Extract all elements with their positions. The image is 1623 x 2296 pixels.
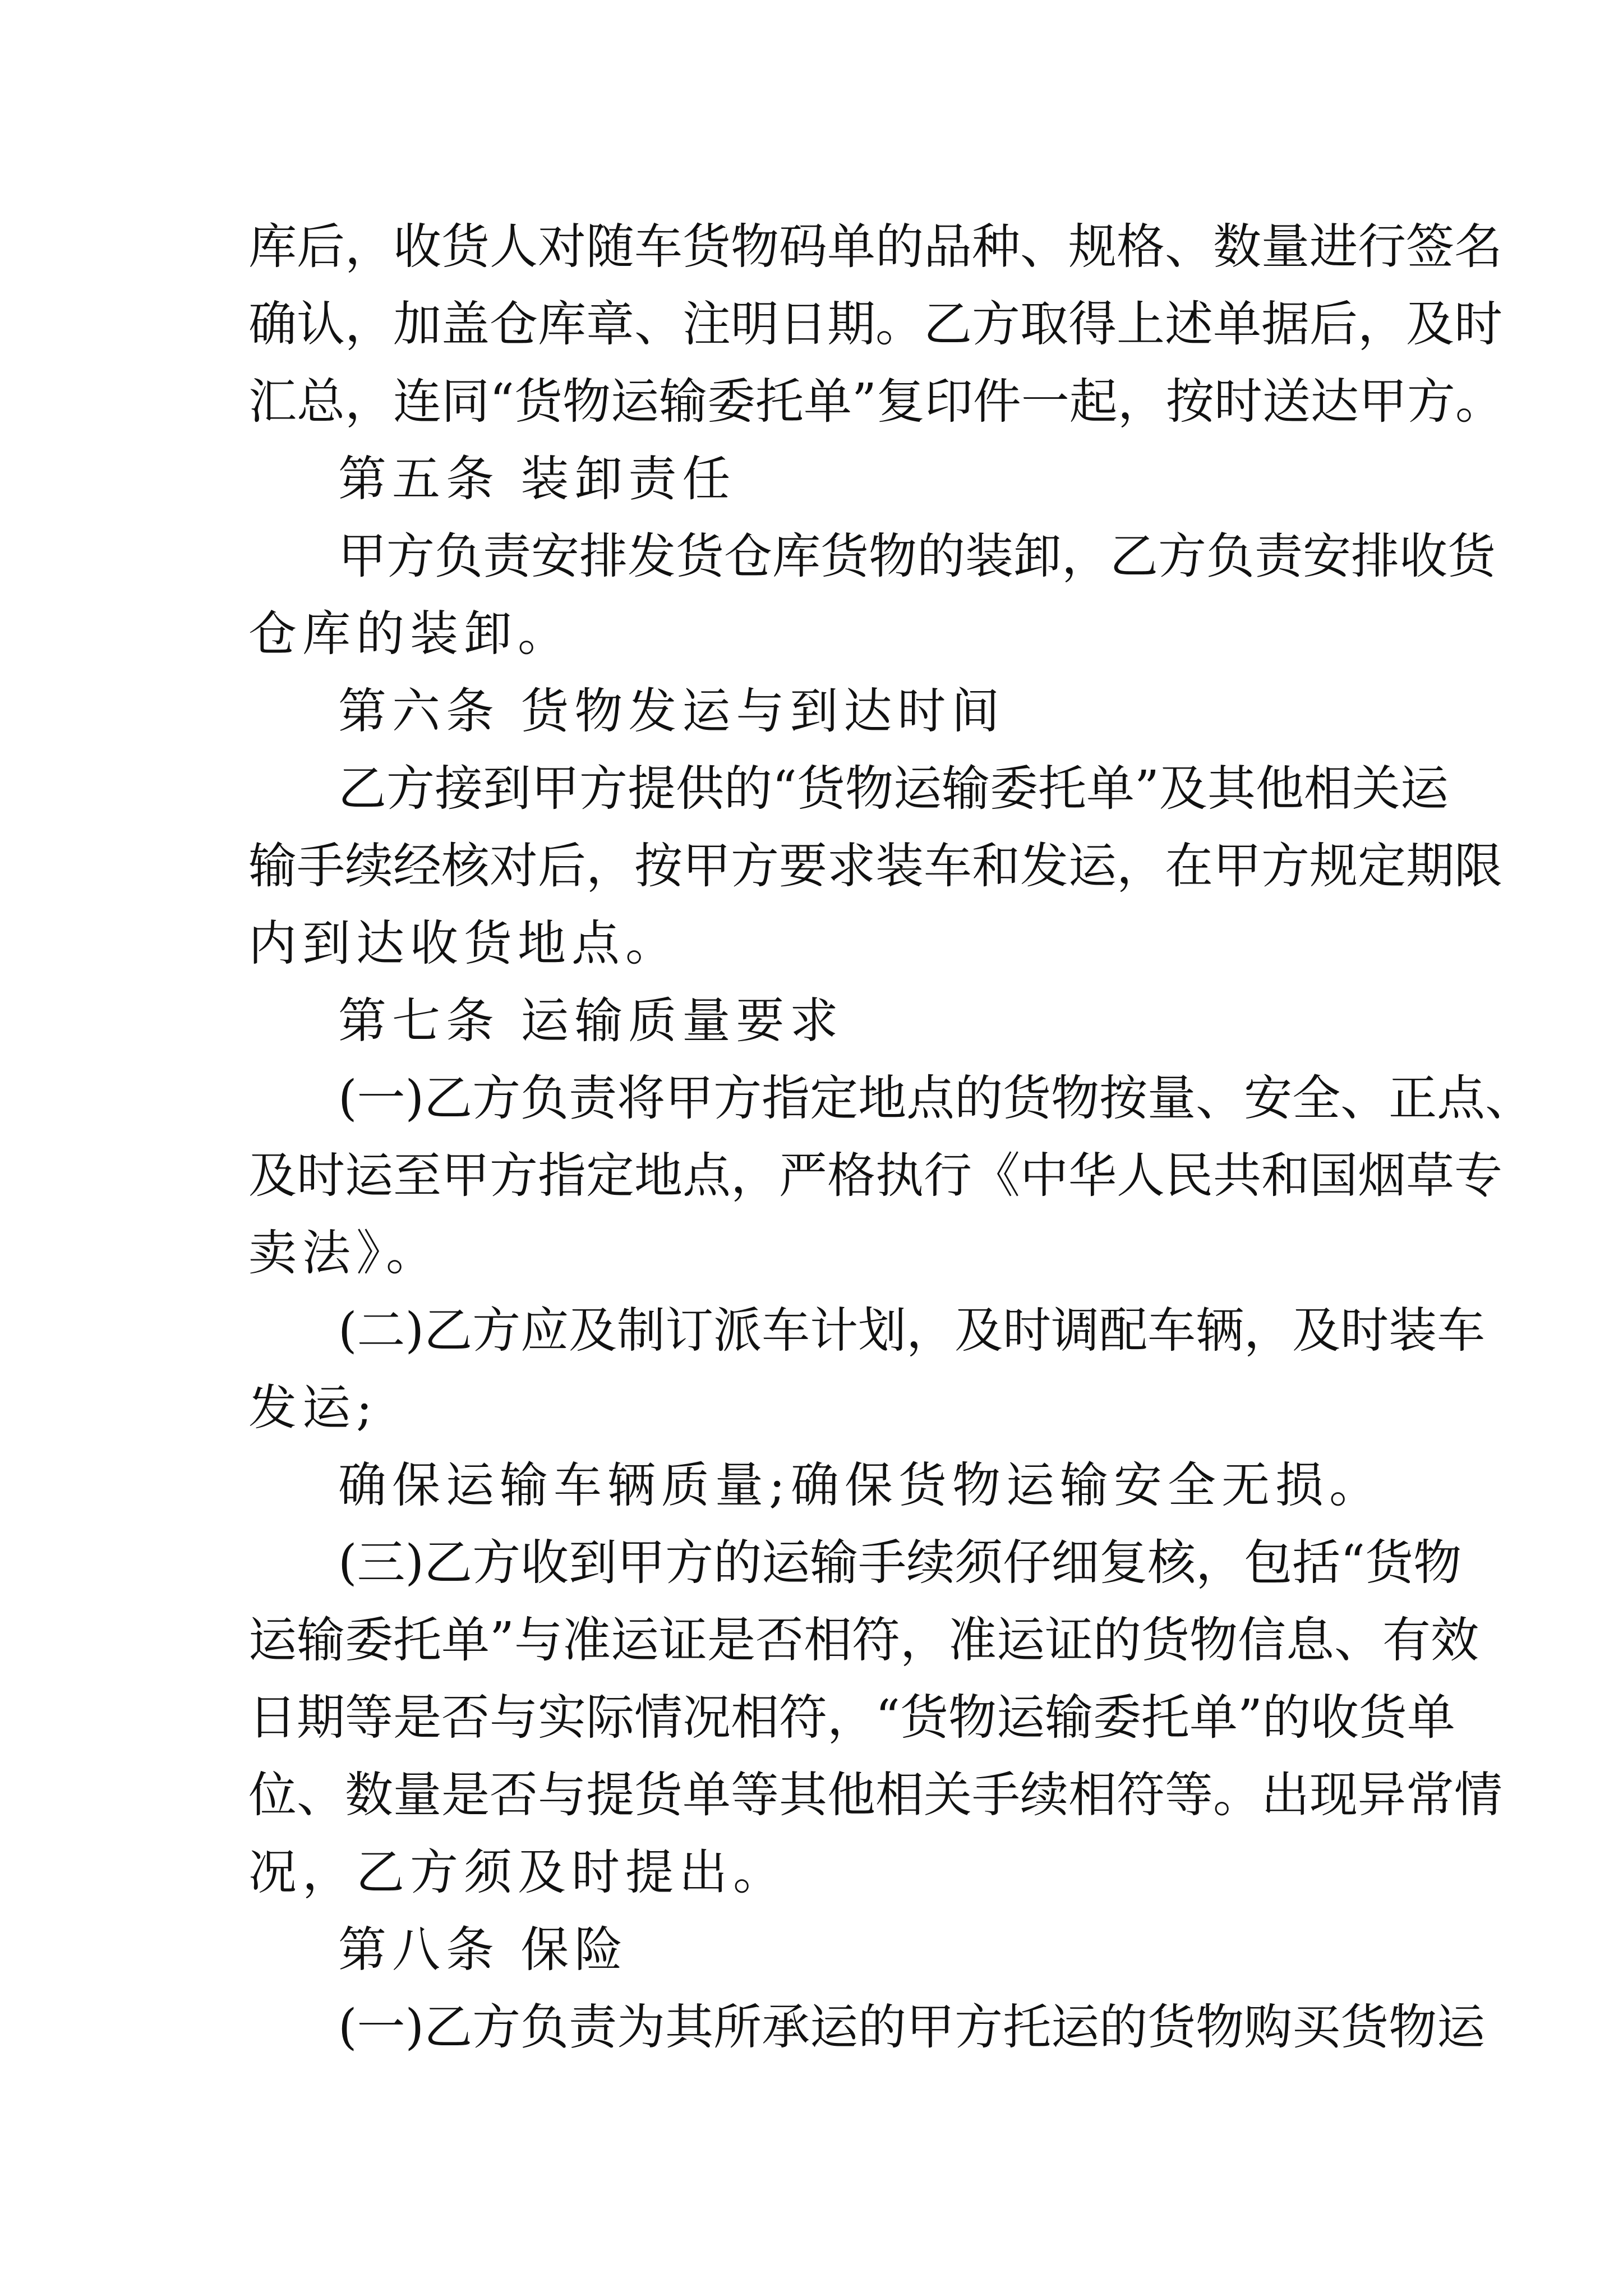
body-text-line: 仓库的装卸。 (248, 606, 571, 662)
body-text-line: 确保运输车辆质量;确保货物运输安全无损。 (338, 1457, 1383, 1513)
body-text-line: 日期等是否与实际情况相符，“货物运输委托单”的收货单 (248, 1690, 1455, 1746)
body-text-line: 卖法》。 (248, 1225, 440, 1281)
article-heading-8: 第八条 保险 (338, 1922, 629, 1978)
article-heading-6: 第六条 货物发运与到达时间 (338, 683, 1006, 739)
body-text-line: (一)乙方负责将甲方指定地点的货物按量、安全、正点、 (338, 1070, 1534, 1126)
body-text-line: 汇总，连同“货物运输委托单”复印件一起，按时送达甲方。 (248, 374, 1504, 430)
body-text-line: 及时运至甲方指定地点，严格执行《中华人民共和国烟草专 (248, 1148, 1502, 1204)
body-text-line: 库后，收货人对随车货物码单的品种、规格、数量进行签名 (248, 219, 1502, 275)
body-text-line: 甲方负责安排发货仓库货物的装卸，乙方负责安排收货 (338, 528, 1496, 585)
body-text-line: (一)乙方负责为其所承运的甲方托运的货物购买货物运 (338, 1999, 1486, 2055)
body-text-line: 乙方接到甲方提供的“货物运输委托单”及其他相关运 (338, 761, 1449, 817)
body-text-line: 况，乙方须及时提出。 (248, 1844, 787, 1901)
body-text-line: 确认，加盖仓库章、注明日期。乙方取得上述单据后，及时 (248, 296, 1502, 352)
body-text-line: 运输委托单”与准运证是否相符，准运证的货物信息、有效 (248, 1612, 1479, 1668)
body-text-line: (三)乙方收到甲方的运输手续须仔细复核，包括“货物 (338, 1535, 1462, 1591)
article-heading-5: 第五条 装卸责任 (338, 451, 736, 507)
body-text-line: (二)乙方应及制订派车计划，及时调配车辆，及时装车 (338, 1303, 1486, 1359)
body-text-line: 内到达收货地点。 (248, 915, 679, 972)
article-heading-7: 第七条 运输质量要求 (338, 993, 844, 1049)
body-text-line: 发运; (248, 1380, 378, 1436)
body-text-line: 输手续经核对后，按甲方要求装车和发运，在甲方规定期限 (248, 838, 1502, 894)
body-text-line: 位、数量是否与提货单等其他相关手续相符等。出现异常情 (248, 1767, 1502, 1823)
